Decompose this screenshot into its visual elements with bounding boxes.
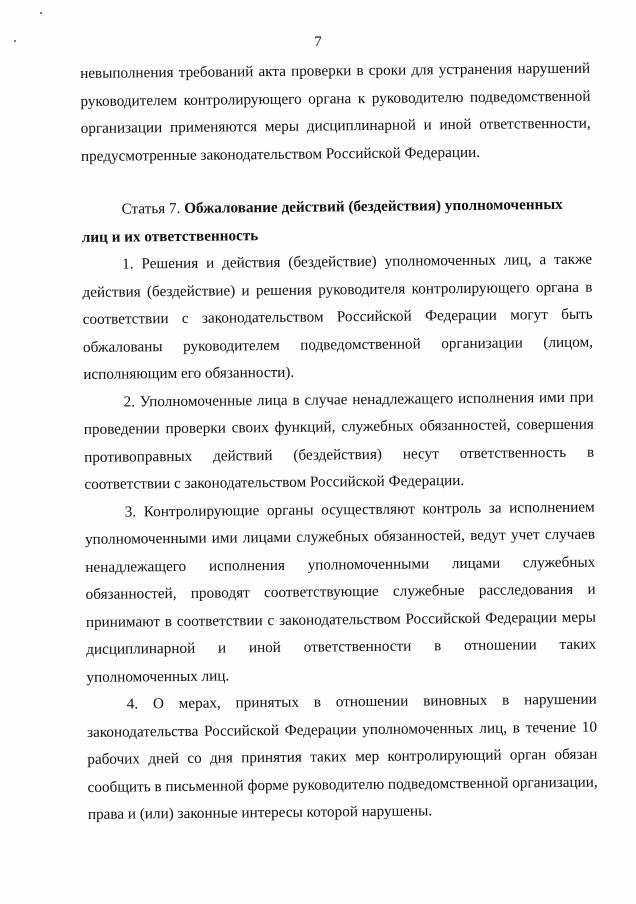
paragraph-2: 2. Уполномоченные лица в случае ненадлежащего исполнения ими при проведении проверки своих функций, служебных обязанностей, совершения противоправных действий (бездействия) несут ответственность в соответствии с законодательством Российской Федерации.	[83, 388, 595, 493]
paragraph-3: 3. Контролирующие органы осуществляют контроль за исполнением уполномоченными ими лицами служебных обязанностей, ведут учет случаев ненадлежащего исполнения уполномоченными лицами служебных обязанностей, проводят соответствующие служебные расследования и принимают в соответствии с законодательством Российской Федерации меры дисциплинарной и иной ответственности в отношении таких уполномоченных лиц.	[84, 498, 597, 686]
article-heading	[81, 191, 592, 251]
page-number: 7	[314, 34, 322, 50]
article-number: Статья 7.	[121, 199, 181, 218]
paragraph-4: 4. О мерах, принятых в отношении виновных в нарушении законодательства Российской Федерации уполномоченных лиц, в течение 10 рабочих дней со дня принятия таких мер контролирующий орган обязан сообщить в письменной форме руководителю подведомственной организации, права и (или) законные интересы которой нарушены.	[86, 690, 598, 823]
document-body	[80, 55, 598, 829]
article-title: Обжалование действий (бездействия) уполномоченных лиц и их ответственность	[81, 195, 563, 246]
paragraph-1: 1. Решения и действия (бездействие) уполномоченных лиц, а также действия (бездействие) и решения руководителя контролирующего органа в соответствии с законодательством Российской Федерации могут быть обжалованы руководителем подведомственной организации (лицом, исполняющим его обязанности).	[82, 250, 594, 383]
intro-paragraph: невыполнения требований акта проверки в сроки для устранения нарушений руководителем контролирующего органа к руководителю подведомственной организации применяются меры дисциплинарной и иной ответственности, предусмотренные законодательством Российской Федерации.	[80, 59, 591, 165]
scan-speck	[40, 12, 42, 14]
